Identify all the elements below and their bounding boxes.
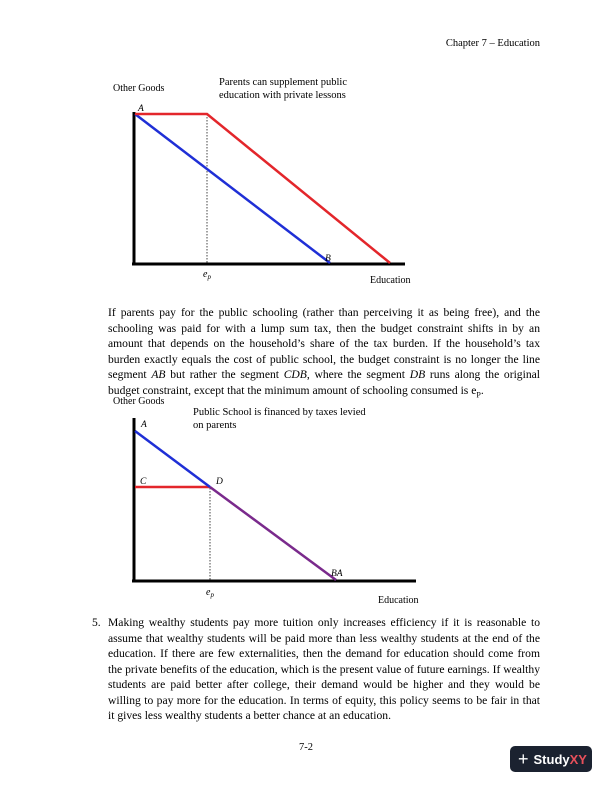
explanation-paragraph: If parents pay for the public schooling (rather than perceiving it as being free), and the schooling was paid for with a lump sum tax, then the budget constraint shifts in by an amount that depends on the household’s share of the tax burden. If the household’s tax burden exactly equals the cost of public school, the budget constraint is no longer the line segment AB but rather the segment CDB, where the segment DB runs along the original budget constraint, except that the minimum amount of schooling consumed is $e_P$.: [108, 306, 540, 399]
fig2-note-line-1: Public School is financed by taxes levied: [193, 407, 366, 418]
fig2-point-d: D: [216, 477, 223, 487]
fig1-ep-label: $e_p$: [203, 269, 211, 281]
page-number: 7-2: [299, 742, 313, 753]
fig2-x-axis-label: Education: [378, 595, 419, 606]
list-item-text: Making wealthy students pay more tuition only increases efficiency if it is reasonable to assume that wealthy students will be paid more than less wealthy students at the end of the education. If there are few externalities, then the demand for education should come from the private benefits of the education, which is the present value of future earnings. If wealthy students are paid better after college, their demand would be higher and they would be willing to pay more for the education. In terms of equity, this policy seems to be fair in that it gives less wealthy students a better chance at an education.: [108, 616, 540, 722]
fig1-x-axis-label: Education: [370, 275, 411, 286]
fig1-note-line-2: education with private lessons: [219, 90, 346, 101]
fig2-note-line-2: on parents: [193, 420, 237, 431]
brand-text: Study: [533, 751, 570, 767]
fig2-ep-label: $e_p$: [206, 587, 214, 599]
fig2-y-axis-label: Other Goods: [113, 396, 165, 407]
plus-icon: +: [518, 749, 529, 769]
chapter-header: Chapter 7 – Education: [445, 38, 540, 49]
fig1-point-a: A: [138, 104, 144, 114]
studyxy-logo-badge: [510, 746, 592, 772]
list-item-number: 5.: [92, 616, 101, 629]
fig1-note-line-1: Parents can supplement public: [219, 77, 348, 88]
fig1-y-axis-label: Other Goods: [113, 83, 165, 94]
fig2-point-ba: BA: [331, 569, 343, 579]
brand-accent-text: XY: [569, 751, 587, 767]
fig2-point-c: C: [140, 477, 147, 487]
list-item-5: [92, 615, 540, 724]
fig1-point-b: B: [325, 254, 331, 264]
fig2-point-a: A: [141, 420, 147, 430]
fig2-segment-db: [210, 487, 336, 580]
